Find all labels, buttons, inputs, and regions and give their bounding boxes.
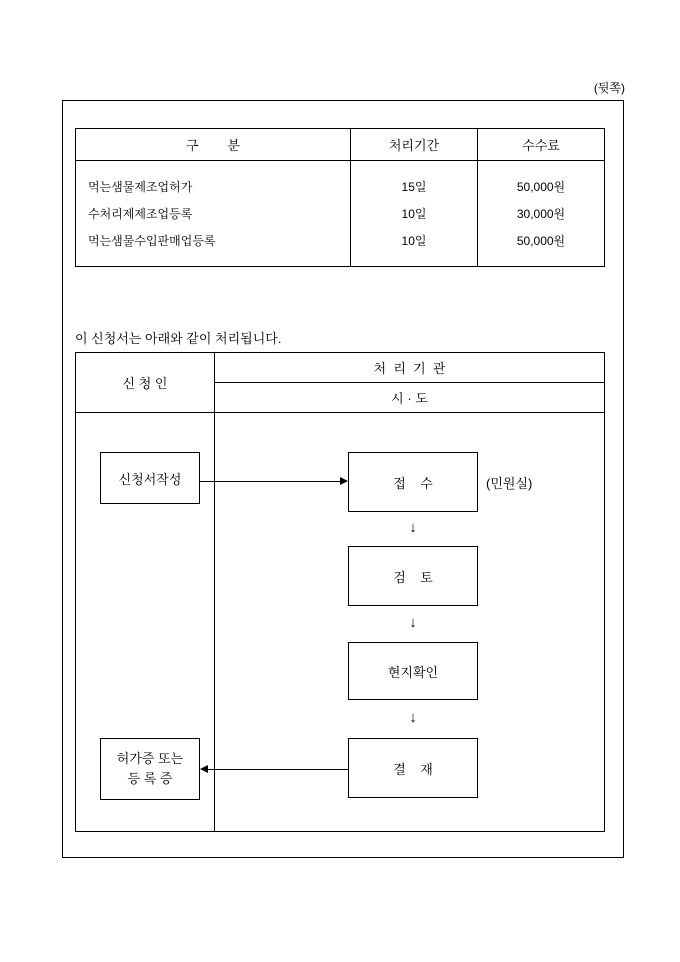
fee-table	[75, 128, 605, 267]
agency-header: 처 리 기 관	[215, 353, 604, 383]
applicant-header: 신 청 인	[76, 353, 215, 412]
table-cell-period: 10일	[401, 207, 427, 221]
certificate-label-line2: 등 록 증	[127, 771, 173, 786]
processing-note: 이 신청서는 아래와 같이 처리됩니다.	[75, 331, 282, 346]
fee-table-header-fee: 수수료	[478, 129, 604, 161]
table-cell-category: 먹는샘물제조업허가	[88, 180, 193, 194]
arrow-down-icon: ↓	[409, 614, 417, 631]
fee-table-header-category: 구 분	[76, 129, 351, 161]
step-receipt: 접 수	[348, 452, 478, 512]
agency-sub-header: 시 · 도	[391, 391, 428, 406]
agency-header-cell	[215, 353, 604, 412]
step-write-application: 신청서작성	[100, 452, 200, 504]
certificate-label-line1: 허가증 또는	[116, 751, 184, 766]
fee-table-fee-column	[478, 161, 604, 266]
flowchart-header	[76, 353, 604, 413]
arrow-line-right	[200, 481, 341, 482]
table-cell-fee: 30,000원	[516, 207, 566, 221]
fee-table-period-column	[351, 161, 478, 266]
step-review: 검 토	[348, 546, 478, 606]
arrow-line-left	[207, 769, 348, 770]
table-cell-fee: 50,000원	[516, 234, 566, 248]
step-certificate	[100, 738, 200, 800]
table-cell-category: 먹는샘물수입판매업등록	[88, 234, 216, 248]
arrow-right-icon	[340, 477, 348, 485]
table-cell-period: 10일	[401, 234, 427, 248]
arrow-down-icon: ↓	[409, 709, 417, 726]
step-approval: 결 재	[348, 738, 478, 798]
receipt-office-note: (민원실)	[486, 476, 533, 491]
step-onsite-check: 현지확인	[348, 642, 478, 700]
arrow-down-icon: ↓	[409, 519, 417, 536]
fee-table-header-period: 처리기간	[351, 129, 478, 161]
table-cell-period: 15일	[401, 180, 427, 194]
fee-table-category-column	[76, 161, 351, 266]
flowchart-body	[76, 413, 604, 831]
back-side-label: (뒷쪽)	[593, 81, 625, 95]
table-cell-category: 수처리제제조업등록	[88, 207, 193, 221]
table-cell-fee: 50,000원	[516, 180, 566, 194]
flowchart-table	[75, 352, 605, 832]
arrow-left-icon	[200, 765, 208, 773]
